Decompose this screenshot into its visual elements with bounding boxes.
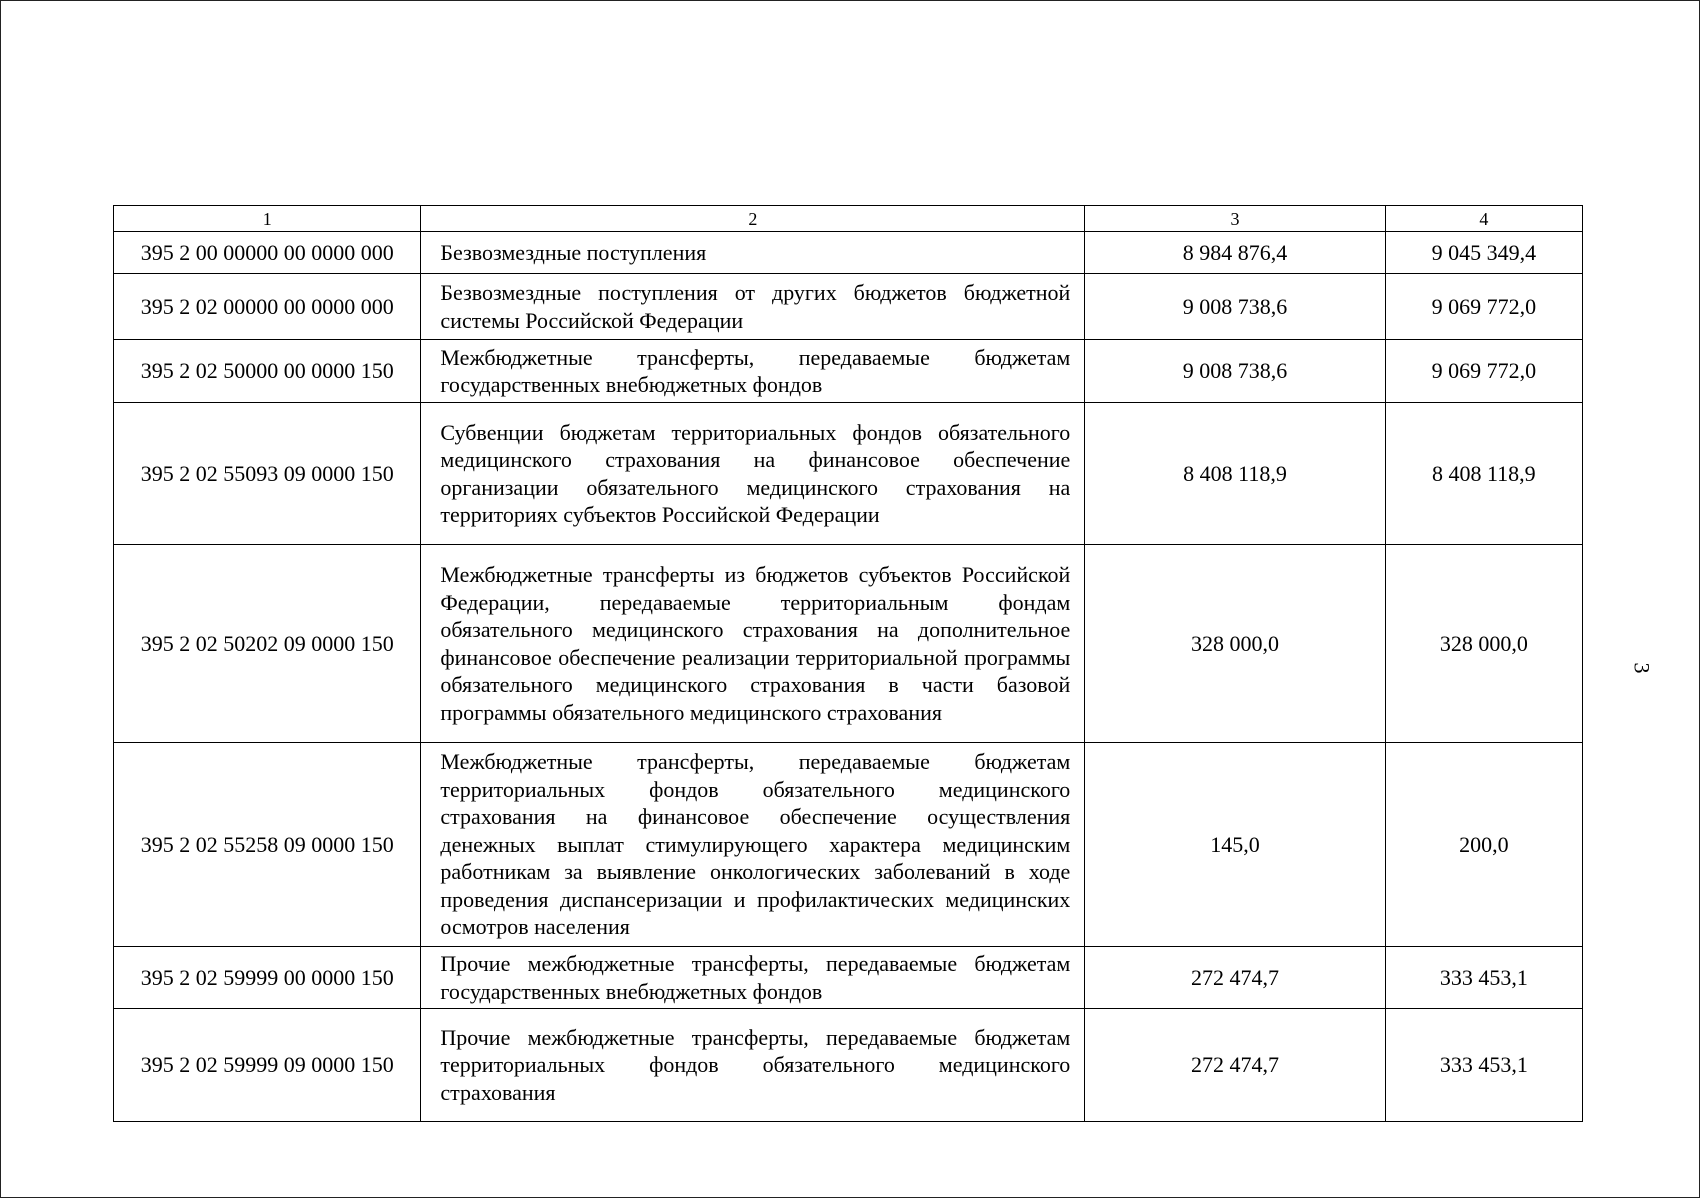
budget-description: Прочие межбюджетные трансферты, передаваемые бюджетам территориальных фондов обязательного медицинского страхования xyxy=(421,1009,1085,1122)
header-col-4: 4 xyxy=(1385,206,1582,232)
budget-code: 395 2 02 55093 09 0000 150 xyxy=(114,403,421,545)
budget-description: Межбюджетные трансферты, передаваемые бюджетам государственных внебюджетных фондов xyxy=(421,340,1085,403)
budget-description: Субвенции бюджетам территориальных фондов обязательного медицинского страхования на финансовое обеспечение организации обязательного медицинского страхования на территориях субъектов Российской Федерации xyxy=(421,403,1085,545)
budget-code: 395 2 02 50202 09 0000 150 xyxy=(114,545,421,743)
table-row xyxy=(114,403,1583,545)
value-col-4: 9 069 772,0 xyxy=(1385,340,1582,403)
value-col-3: 9 008 738,6 xyxy=(1085,340,1385,403)
value-col-3: 328 000,0 xyxy=(1085,545,1385,743)
header-col-2: 2 xyxy=(421,206,1085,232)
table-row xyxy=(114,274,1583,340)
value-col-3: 8 984 876,4 xyxy=(1085,232,1385,274)
budget-code: 395 2 02 50000 00 0000 150 xyxy=(114,340,421,403)
table-row xyxy=(114,947,1583,1009)
value-col-3: 272 474,7 xyxy=(1085,947,1385,1009)
value-col-3: 272 474,7 xyxy=(1085,1009,1385,1122)
budget-description: Прочие межбюджетные трансферты, передаваемые бюджетам государственных внебюджетных фондов xyxy=(421,947,1085,1009)
value-col-3: 8 408 118,9 xyxy=(1085,403,1385,545)
header-col-3: 3 xyxy=(1085,206,1385,232)
budget-code: 395 2 02 55258 09 0000 150 xyxy=(114,743,421,947)
value-col-4: 200,0 xyxy=(1385,743,1582,947)
budget-code: 395 2 02 59999 00 0000 150 xyxy=(114,947,421,1009)
value-col-3: 9 008 738,6 xyxy=(1085,274,1385,340)
page-number: 3 xyxy=(1629,662,1655,674)
budget-description: Безвозмездные поступления от других бюджетов бюджетной системы Российской Федерации xyxy=(421,274,1085,340)
budget-code: 395 2 00 00000 00 0000 000 xyxy=(114,232,421,274)
value-col-4: 9 045 349,4 xyxy=(1385,232,1582,274)
table-row xyxy=(114,545,1583,743)
budget-code: 395 2 02 59999 09 0000 150 xyxy=(114,1009,421,1122)
budget-description: Безвозмездные поступления xyxy=(421,232,1085,274)
table-row xyxy=(114,743,1583,947)
budget-description: Межбюджетные трансферты из бюджетов субъектов Российской Федерации, передаваемые территориальным фондам обязательного медицинского страхования на дополнительное финансовое обеспечение реализации территориальной программы обязательного медицинского страхования в части базовой программы обязательного медицинского страхования xyxy=(421,545,1085,743)
value-col-4: 333 453,1 xyxy=(1385,947,1582,1009)
table-row xyxy=(114,340,1583,403)
value-col-4: 9 069 772,0 xyxy=(1385,274,1582,340)
value-col-4: 328 000,0 xyxy=(1385,545,1582,743)
value-col-3: 145,0 xyxy=(1085,743,1385,947)
budget-description: Межбюджетные трансферты, передаваемые бюджетам территориальных фондов обязательного медицинского страхования на финансовое обеспечение осуществления денежных выплат стимулирующего характера медицинским работникам за выявление онкологических заболеваний в ходе проведения диспансеризации и профилактических медицинских осмотров населения xyxy=(421,743,1085,947)
value-col-4: 8 408 118,9 xyxy=(1385,403,1582,545)
header-col-1: 1 xyxy=(114,206,421,232)
value-col-4: 333 453,1 xyxy=(1385,1009,1582,1122)
budget-code: 395 2 02 00000 00 0000 000 xyxy=(114,274,421,340)
table-row xyxy=(114,1009,1583,1122)
table-header-row xyxy=(114,206,1583,232)
budget-table xyxy=(113,205,1583,1122)
table-row xyxy=(114,232,1583,274)
